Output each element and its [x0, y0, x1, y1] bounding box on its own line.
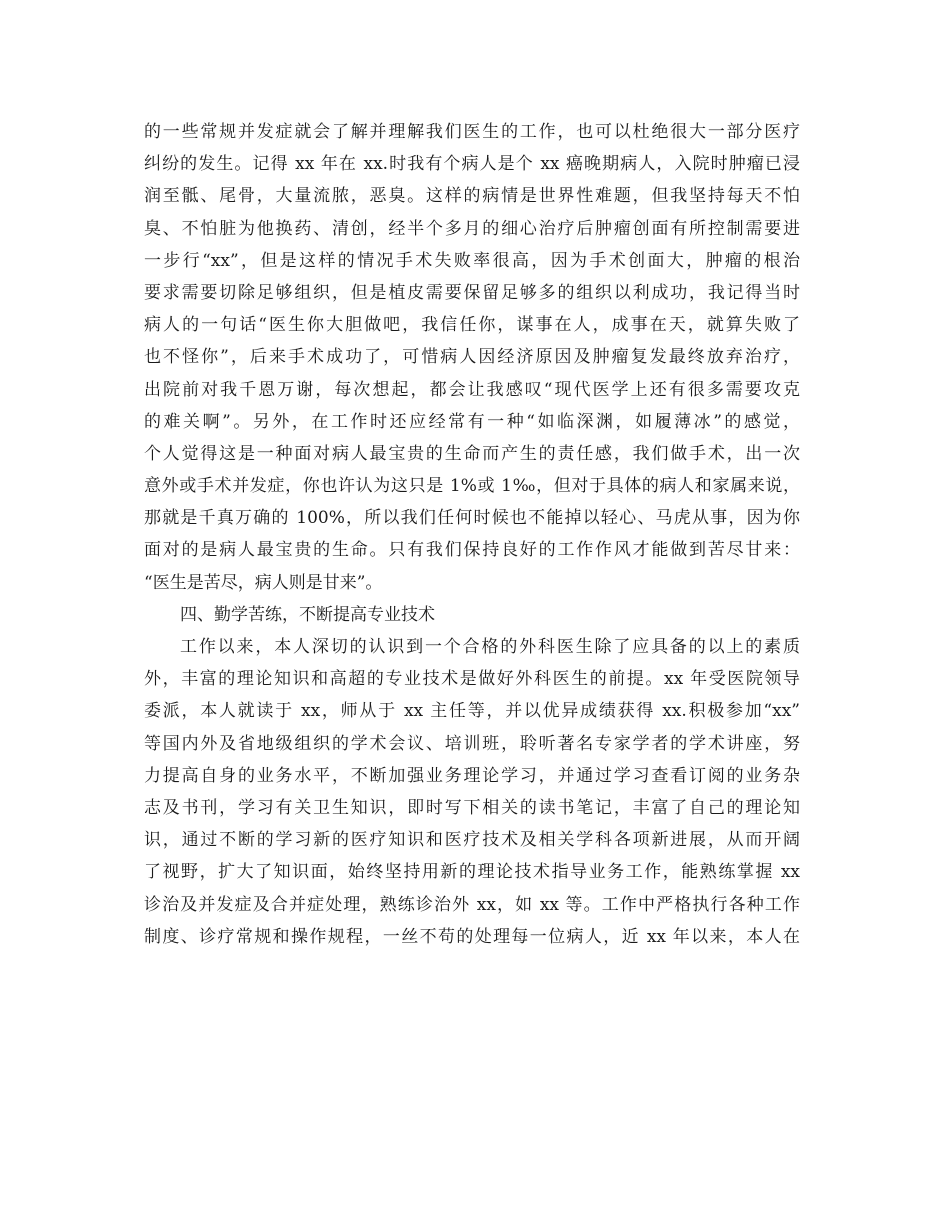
text-line: 工作以来，本人深切的认识到一个合格的外科医生除了应具备的以上的素质 — [180, 637, 800, 657]
text-line: “医生是苦尽，病人则是甘来”。 — [144, 572, 383, 593]
text-line: 意外或手术并发症，你也许认为这只是 1%或 1‰，但对于具体的病人和家属来说， — [144, 476, 800, 497]
text-line: 臭、不怕脏为他换药、清创，经半个多月的细心治疗后肿瘤创面有所控制需要进 — [144, 218, 800, 239]
text-line: 外，丰富的理论知识和高超的专业技术是做好外科医生的前提。xx 年受医院领导 — [144, 669, 800, 690]
text-line: 一步行“xx”，但是这样的情况手术失败率很高，因为手术创面大，肿瘤的根治 — [144, 250, 800, 271]
text-line: 面对的是病人最宝贵的生命。只有我们保持良好的工作作风才能做到苦尽甘来： — [144, 540, 800, 561]
text-line: 力提高自身的业务水平，不断加强业务理论学习，并通过学习查看订阅的业务杂 — [144, 765, 800, 786]
document-body — [144, 116, 800, 953]
text-line: 个人觉得这是一种面对病人最宝贵的生命而产生的责任感，我们做手术，出一次 — [144, 443, 800, 464]
text-line: 了视野，扩大了知识面，始终坚持用新的理论技术指导业务工作，能熟练掌握 xx — [144, 862, 800, 883]
text-line: 的难关啊”。另外，在工作时还应经常有一种“如临深渊，如履薄冰”的感觉， — [144, 411, 800, 432]
text-line: 诊治及并发症及合并症处理，熟练诊治外 xx，如 xx 等。工作中严格执行各种工作 — [144, 894, 800, 915]
text-line: 的一些常规并发症就会了解并理解我们医生的工作，也可以杜绝很大一部分医疗 — [144, 122, 800, 142]
text-line: 病人的一句话“医生你大胆做吧，我信任你，谋事在人，成事在天，就算失败了 — [144, 315, 800, 336]
text-line: 要求需要切除足够组织，但是植皮需要保留足够多的组织以利成功，我记得当时 — [144, 282, 800, 303]
text-line: 也不怪你”，后来手术成功了，可惜病人因经济原因及肿瘤复发最终放弃治疗， — [144, 347, 800, 368]
text-line: 等国内外及省地级组织的学术会议、培训班，聆听著名专家学者的学术讲座，努 — [144, 733, 800, 754]
text-line: 制度、诊疗常规和操作规程，一丝不苟的处理每一位病人，近 xx 年以来，本人在 — [144, 926, 800, 947]
section-heading: 四、勤学苦练，不断提高专业技术 — [180, 604, 435, 625]
text-line: 识，通过不断的学习新的医疗知识和医疗技术及相关学科各项新进展，从而开阔 — [144, 830, 800, 851]
text-line: 志及书刊，学习有关卫生知识，即时写下相关的读书笔记，丰富了自己的理论知 — [144, 797, 800, 818]
text-line: 润至骶、尾骨，大量流脓，恶臭。这样的病情是世界性难题，但我坚持每天不怕 — [144, 186, 800, 207]
text-line: 那就是千真万确的 100%，所以我们任何时候也不能掉以轻心、马虎从事，因为你 — [144, 508, 800, 529]
text-line: 委派，本人就读于 xx，师从于 xx 主任等，并以优异成绩获得 xx.积极参加“xx” — [144, 701, 800, 722]
text-line: 出院前对我千恩万谢，每次想起，都会让我感叹“现代医学上还有很多需要攻克 — [144, 379, 800, 400]
text-line: 纠纷的发生。记得 xx 年在 xx.时我有个病人是个 xx 癌晚期病人，入院时肿瘤已浸 — [144, 154, 800, 175]
